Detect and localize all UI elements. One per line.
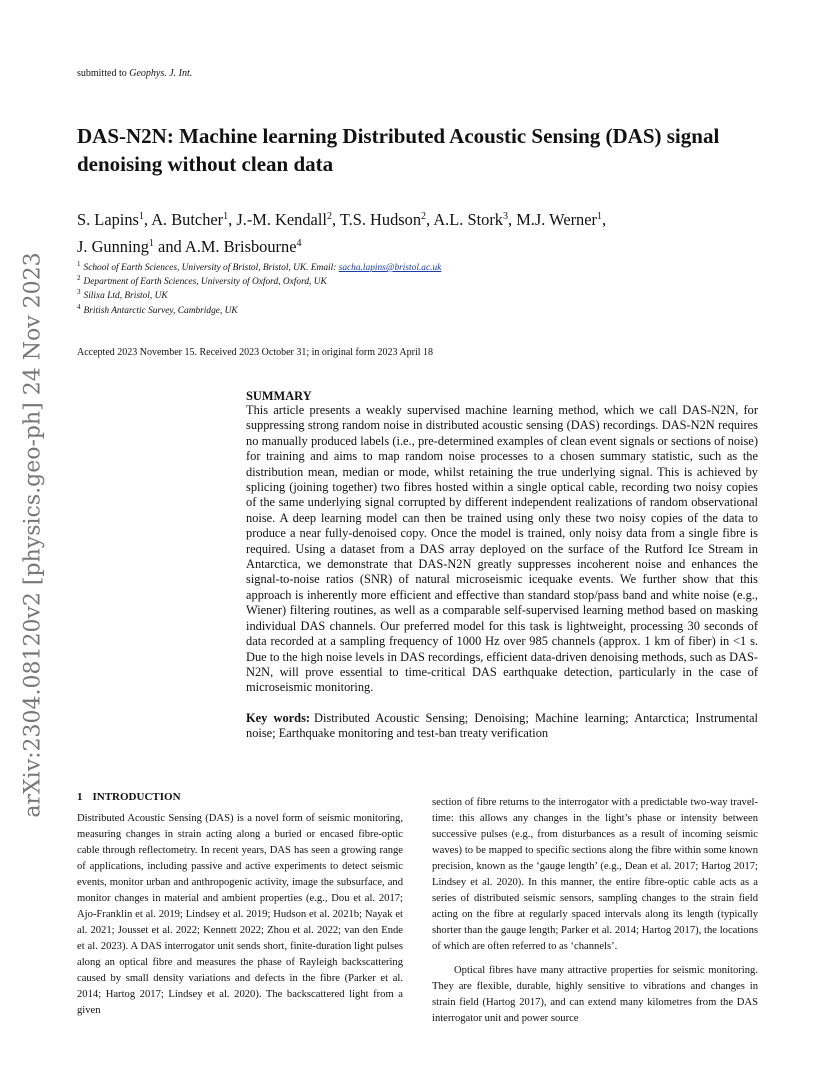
author-separator: , bbox=[228, 210, 237, 229]
affiliation-text: Department of Earth Sciences, University of Oxford, Oxford, UK bbox=[83, 277, 327, 288]
author-name: J.-M. Kendall bbox=[236, 210, 327, 229]
affiliation-row bbox=[77, 304, 757, 318]
arxiv-stamp-text: arXiv:2304.08120v2 [physics.geo-ph] 24 Nov 2023 bbox=[20, 252, 46, 818]
section-heading bbox=[77, 791, 181, 803]
affiliation-number: 2 bbox=[77, 274, 81, 283]
affiliation-text: Silixa Ltd, Bristol, UK bbox=[83, 291, 168, 302]
intro-paragraph-right-1: section of fibre returns to the interrogator with a predictable two-way travel-time: this allows any changes in the light’s phase or intensity between successive pulses (e.g., from disturbances as a result of incoming seismic waves) to be mapped to specific sections along the fibre within some known precision, known as the ‘gauge length’ (e.g., Dean et al. 2017; Hartog 2017; Lindsey et al. 2020). In this manner, the entire fibre-optic cable acts as a series of distributed seismic sensors, sampling changes to the strain field acting on the fibre at regularly spaced intervals along its length (typically shorter than the gauge length; Parker et al. 2014; Hartog 2017), the locations of which are often referred to as ‘channels’. bbox=[432, 797, 758, 952]
journal-name: Geophys. J. Int. bbox=[129, 68, 193, 79]
affiliation-row bbox=[77, 261, 757, 275]
author-separator: , bbox=[331, 210, 340, 229]
author-list bbox=[77, 206, 757, 260]
keywords-label: Key words: bbox=[246, 711, 311, 725]
author-affiliation-mark: 2 bbox=[326, 211, 332, 222]
running-header bbox=[77, 68, 192, 79]
intro-paragraph-left: Distributed Acoustic Sensing (DAS) is a novel form of seismic monitoring, measuring changes in strain acting along a buried or encased fibre-optic cable through reflectometry. In recent years, DAS has seen a growing range of applications, including passive and active experiments to detect seismic events, monitor urban and anthropogenic activity, image the subsurface, and monitor changes in material and ambient properties (e.g., Dou et al. 2017; Ajo-Franklin et al. 2019; Lindsey et al. 2019; Hudson et al. 2021b; Nayak et al. 2021; Jousset et al. 2022; Kennett 2022; Zhou et al. 2022; van den Ende et al. 2023). A DAS interrogator unit sends short, finite-duration light pulses along an optical fibre and measures the phase of Rayleigh backscattering caused by small density variations and defects in the fibre (Parker et al. 2014; Hartog 2017; Lindsey et al. 2020). The backscattered light from a given bbox=[77, 813, 403, 1016]
author-name: A.L. Stork bbox=[433, 210, 504, 229]
paper-title: DAS-N2N: Machine learning Distributed Acoustic Sensing (DAS) signal denoising without clean data bbox=[77, 124, 720, 176]
affiliation-number: 3 bbox=[77, 288, 81, 297]
author-affiliation-mark: 1 bbox=[223, 211, 229, 222]
author-name: S. Lapins bbox=[77, 210, 139, 229]
affiliation-number: 1 bbox=[77, 260, 81, 268]
header-prefix: submitted to bbox=[77, 68, 127, 79]
affiliation-row bbox=[77, 275, 757, 289]
author-name: A. Butcher bbox=[151, 210, 224, 229]
email-link[interactable]: sacha.lapins@bristol.ac.uk bbox=[338, 263, 442, 273]
author-name: M.J. Werner bbox=[516, 210, 597, 229]
author-separator: and bbox=[153, 237, 185, 256]
keywords-text: Distributed Acoustic Sensing; Denoising; Machine learning; Antarctica; Instrumental noise; Earthquake monitoring and test-ban treaty verification bbox=[246, 711, 758, 741]
author-affiliation-mark: 1 bbox=[138, 211, 144, 222]
summary-heading: SUMMARY bbox=[246, 389, 312, 403]
author-affiliation-mark: 1 bbox=[148, 238, 154, 249]
affiliation-list bbox=[77, 261, 757, 318]
author-separator: , bbox=[426, 210, 434, 229]
section-number: 1 bbox=[77, 791, 83, 803]
section-title: INTRODUCTION bbox=[92, 791, 181, 803]
author-separator: , bbox=[602, 210, 607, 229]
author-name: J. Gunning bbox=[77, 237, 149, 256]
keywords bbox=[246, 711, 758, 742]
author-separator: , bbox=[143, 210, 152, 229]
author-name: T.S. Hudson bbox=[339, 210, 422, 229]
author-separator: , bbox=[508, 210, 517, 229]
affiliation-text: British Antarctic Survey, Cambridge, UK bbox=[83, 305, 238, 316]
accepted-line: Accepted 2023 November 15. Received 2023 October 31; in original form 2023 April 18 bbox=[77, 347, 434, 358]
author-affiliation-mark: 2 bbox=[421, 211, 427, 222]
author-affiliation-mark: 3 bbox=[503, 211, 509, 222]
author-affiliation-mark: 4 bbox=[296, 238, 302, 249]
author-name: A.M. Brisbourne bbox=[184, 237, 297, 256]
author-affiliation-mark: 1 bbox=[597, 211, 602, 222]
affiliation-row bbox=[77, 289, 757, 303]
affiliation-number: 4 bbox=[77, 302, 81, 311]
summary-text: This article presents a weakly supervised machine learning method, which we call DAS-N2N, for suppressing strong random noise in distributed acoustic sensing (DAS) recordings. DAS-N2N requires no manually produced labels (i.e., pre-determined examples of clean event signals or sections of noise) for training and aims to map random noise processes to a chosen summary statistic, such as the distribution mean, median or mode, whilst retaining the true underlying signal. This is achieved by splicing (joining together) two fibres hosted within a single optical cable, recording two noisy copies of the same underlying signal corrupted by different independent realizations of random observational noise. A deep learning model can then be trained using only these two noisy copies of the data to produce a near fully-denoised copy. Once the model is trained, only noisy data from a single fibre is required. Using a dataset from a DAS array deployed on the surface of the Rutford Ice Stream in Antarctica, we demonstrate that DAS-N2N greatly suppresses incoherent noise and enhances the signal-to-noise ratios (SNR) of natural microseismic icequake events. We further show that this approach is inherently more efficient and effective than standard stop/pass band and white noise (e.g., Wiener) filtering routines, as well as a comparable self-supervised learning method based on masking individual DAS channels. Our preferred model for this task is lightweight, processing 30 seconds of data recorded at a sampling frequency of 1000 Hz over 985 channels (approx. 1 km of fiber) in <1 s. Due to the high noise levels in DAS recordings, efficient data-driven denoising methods, such as DAS-N2N, will prove essential to time-critical DAS earthquake detection, particularly in the case of microseismic monitoring. bbox=[246, 403, 758, 695]
intro-paragraph-right-2: Optical fibres have many attractive properties for seismic monitoring. They are flexible, durable, highly sensitive to vibrations and changes in strain field (Hartog 2017), and can extend many kilometres from the DAS interrogator unit and power source bbox=[432, 965, 758, 1024]
affiliation-text: School of Earth Sciences, University of Bristol, Bristol, UK. Email: bbox=[83, 263, 339, 273]
